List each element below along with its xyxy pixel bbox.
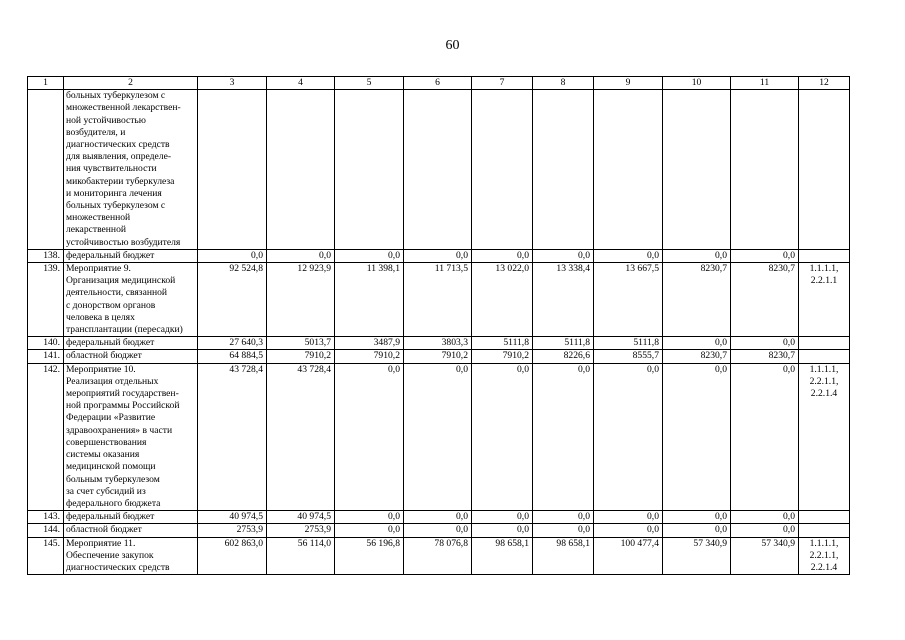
value-cell: 2753,9 [267,524,335,537]
value-cell: 3487,9 [335,337,404,350]
indicator-ref [799,90,850,250]
indicator-ref [799,524,850,537]
value-cell: 0,0 [533,524,594,537]
indicator-ref [799,511,850,524]
value-cell: 8230,7 [731,350,799,363]
value-cell: 0,0 [533,363,594,510]
row-number: 145. [28,537,64,575]
value-cell: 0,0 [594,511,663,524]
value-cell: 2753,9 [198,524,267,537]
value-cell: 7910,2 [267,350,335,363]
value-cell: 7910,2 [335,350,404,363]
value-cell: 11 398,1 [335,263,404,337]
indicator-ref [799,350,850,363]
col-header: 9 [594,77,663,90]
row-description: федеральный бюджет [64,511,198,524]
row-number [28,90,64,250]
table-row [28,537,850,575]
value-cell: 64 884,5 [198,350,267,363]
row-description: Мероприятие 10. Реализация отдельных мероприятий государствен- ной программы Российской Федерации «Развитие здравоохранения» в части совершенствования системы оказания медицинской помощи больным туберкулезом за счет субсидий из федерального бюджета [64,363,198,510]
value-cell: 13 338,4 [533,263,594,337]
value-cell: 0,0 [594,363,663,510]
value-cell: 27 640,3 [198,337,267,350]
value-cell [267,90,335,250]
row-description: областной бюджет [64,350,198,363]
value-cell: 0,0 [198,249,267,262]
value-cell: 8555,7 [594,350,663,363]
value-cell: 40 974,5 [267,511,335,524]
value-cell: 57 340,9 [663,537,731,575]
page-number: 60 [445,38,460,53]
value-cell: 0,0 [472,524,533,537]
header-row [28,77,850,90]
value-cell: 602 863,0 [198,537,267,575]
value-cell: 56 196,8 [335,537,404,575]
indicator-ref: 1.1.1.1, 2.2.1.1, 2.2.1.4 [799,363,850,510]
value-cell [533,90,594,250]
table-row [28,350,850,363]
row-number: 141. [28,350,64,363]
value-cell: 0,0 [594,524,663,537]
value-cell [731,90,799,250]
value-cell: 0,0 [533,511,594,524]
value-cell: 0,0 [731,337,799,350]
value-cell: 43 728,4 [267,363,335,510]
col-header: 10 [663,77,731,90]
value-cell: 0,0 [335,363,404,510]
value-cell: 11 713,5 [404,263,472,337]
value-cell: 5111,8 [533,337,594,350]
row-description: больных туберкулезом с множественной лекарствен- ной устойчивостью возбудителя, и диагностических средств для выявления, определе- ния чувствительности микобактерии туберкулеза и мониторинга лечения больных туберкулезом с множественной лекарственной устойчивостью возбудителя [64,90,198,250]
value-cell: 0,0 [731,511,799,524]
value-cell: 0,0 [404,511,472,524]
col-header: 7 [472,77,533,90]
col-header: 11 [731,77,799,90]
value-cell: 40 974,5 [198,511,267,524]
value-cell: 8226,6 [533,350,594,363]
value-cell: 0,0 [472,249,533,262]
table-row [28,249,850,262]
value-cell: 5013,7 [267,337,335,350]
value-cell: 0,0 [335,511,404,524]
value-cell: 0,0 [663,363,731,510]
value-cell [663,90,731,250]
value-cell: 7910,2 [404,350,472,363]
col-header: 2 [64,77,198,90]
value-cell: 0,0 [731,363,799,510]
row-number: 139. [28,263,64,337]
value-cell: 0,0 [267,249,335,262]
table-row [28,511,850,524]
value-cell [594,90,663,250]
value-cell: 0,0 [335,524,404,537]
row-number: 144. [28,524,64,537]
value-cell: 5111,8 [594,337,663,350]
value-cell [404,90,472,250]
col-header: 4 [267,77,335,90]
col-header: 12 [799,77,850,90]
value-cell: 57 340,9 [731,537,799,575]
row-description: федеральный бюджет [64,337,198,350]
row-description: федеральный бюджет [64,249,198,262]
value-cell: 5111,8 [472,337,533,350]
value-cell: 78 076,8 [404,537,472,575]
row-description: Мероприятие 11. Обеспечение закупок диагностических средств [64,537,198,575]
col-header: 1 [28,77,64,90]
value-cell: 0,0 [472,511,533,524]
value-cell: 12 923,9 [267,263,335,337]
value-cell: 0,0 [663,511,731,524]
value-cell: 13 667,5 [594,263,663,337]
budget-table [27,76,850,575]
value-cell: 98 658,1 [533,537,594,575]
value-cell: 0,0 [594,249,663,262]
value-cell: 43 728,4 [198,363,267,510]
value-cell: 3803,3 [404,337,472,350]
value-cell: 8230,7 [731,263,799,337]
row-description: областной бюджет [64,524,198,537]
indicator-ref: 1.1.1.1, 2.2.1.1, 2.2.1.4 [799,537,850,575]
value-cell: 0,0 [663,249,731,262]
table-row [28,90,850,250]
value-cell: 13 022,0 [472,263,533,337]
table-row [28,363,850,510]
value-cell [198,90,267,250]
table-row [28,263,850,337]
value-cell: 0,0 [472,363,533,510]
value-cell: 98 658,1 [472,537,533,575]
table-row [28,337,850,350]
col-header: 5 [335,77,404,90]
value-cell: 92 524,8 [198,263,267,337]
row-number: 140. [28,337,64,350]
col-header: 8 [533,77,594,90]
col-header: 3 [198,77,267,90]
row-number: 142. [28,363,64,510]
value-cell: 100 477,4 [594,537,663,575]
value-cell: 0,0 [731,249,799,262]
value-cell: 0,0 [404,249,472,262]
value-cell: 0,0 [663,524,731,537]
value-cell: 8230,7 [663,350,731,363]
value-cell: 0,0 [404,363,472,510]
value-cell: 56 114,0 [267,537,335,575]
indicator-ref [799,249,850,262]
indicator-ref [799,337,850,350]
value-cell: 0,0 [404,524,472,537]
value-cell: 0,0 [533,249,594,262]
value-cell [335,90,404,250]
value-cell [472,90,533,250]
row-number: 143. [28,511,64,524]
indicator-ref: 1.1.1.1, 2.2.1.1 [799,263,850,337]
value-cell: 0,0 [731,524,799,537]
value-cell: 0,0 [663,337,731,350]
col-header: 6 [404,77,472,90]
value-cell: 7910,2 [472,350,533,363]
value-cell: 8230,7 [663,263,731,337]
row-description: Мероприятие 9. Организация медицинской деятельности, связанной с донорством органов человека в целях трансплантации (пересадки) [64,263,198,337]
value-cell: 0,0 [335,249,404,262]
row-number: 138. [28,249,64,262]
table-row [28,524,850,537]
